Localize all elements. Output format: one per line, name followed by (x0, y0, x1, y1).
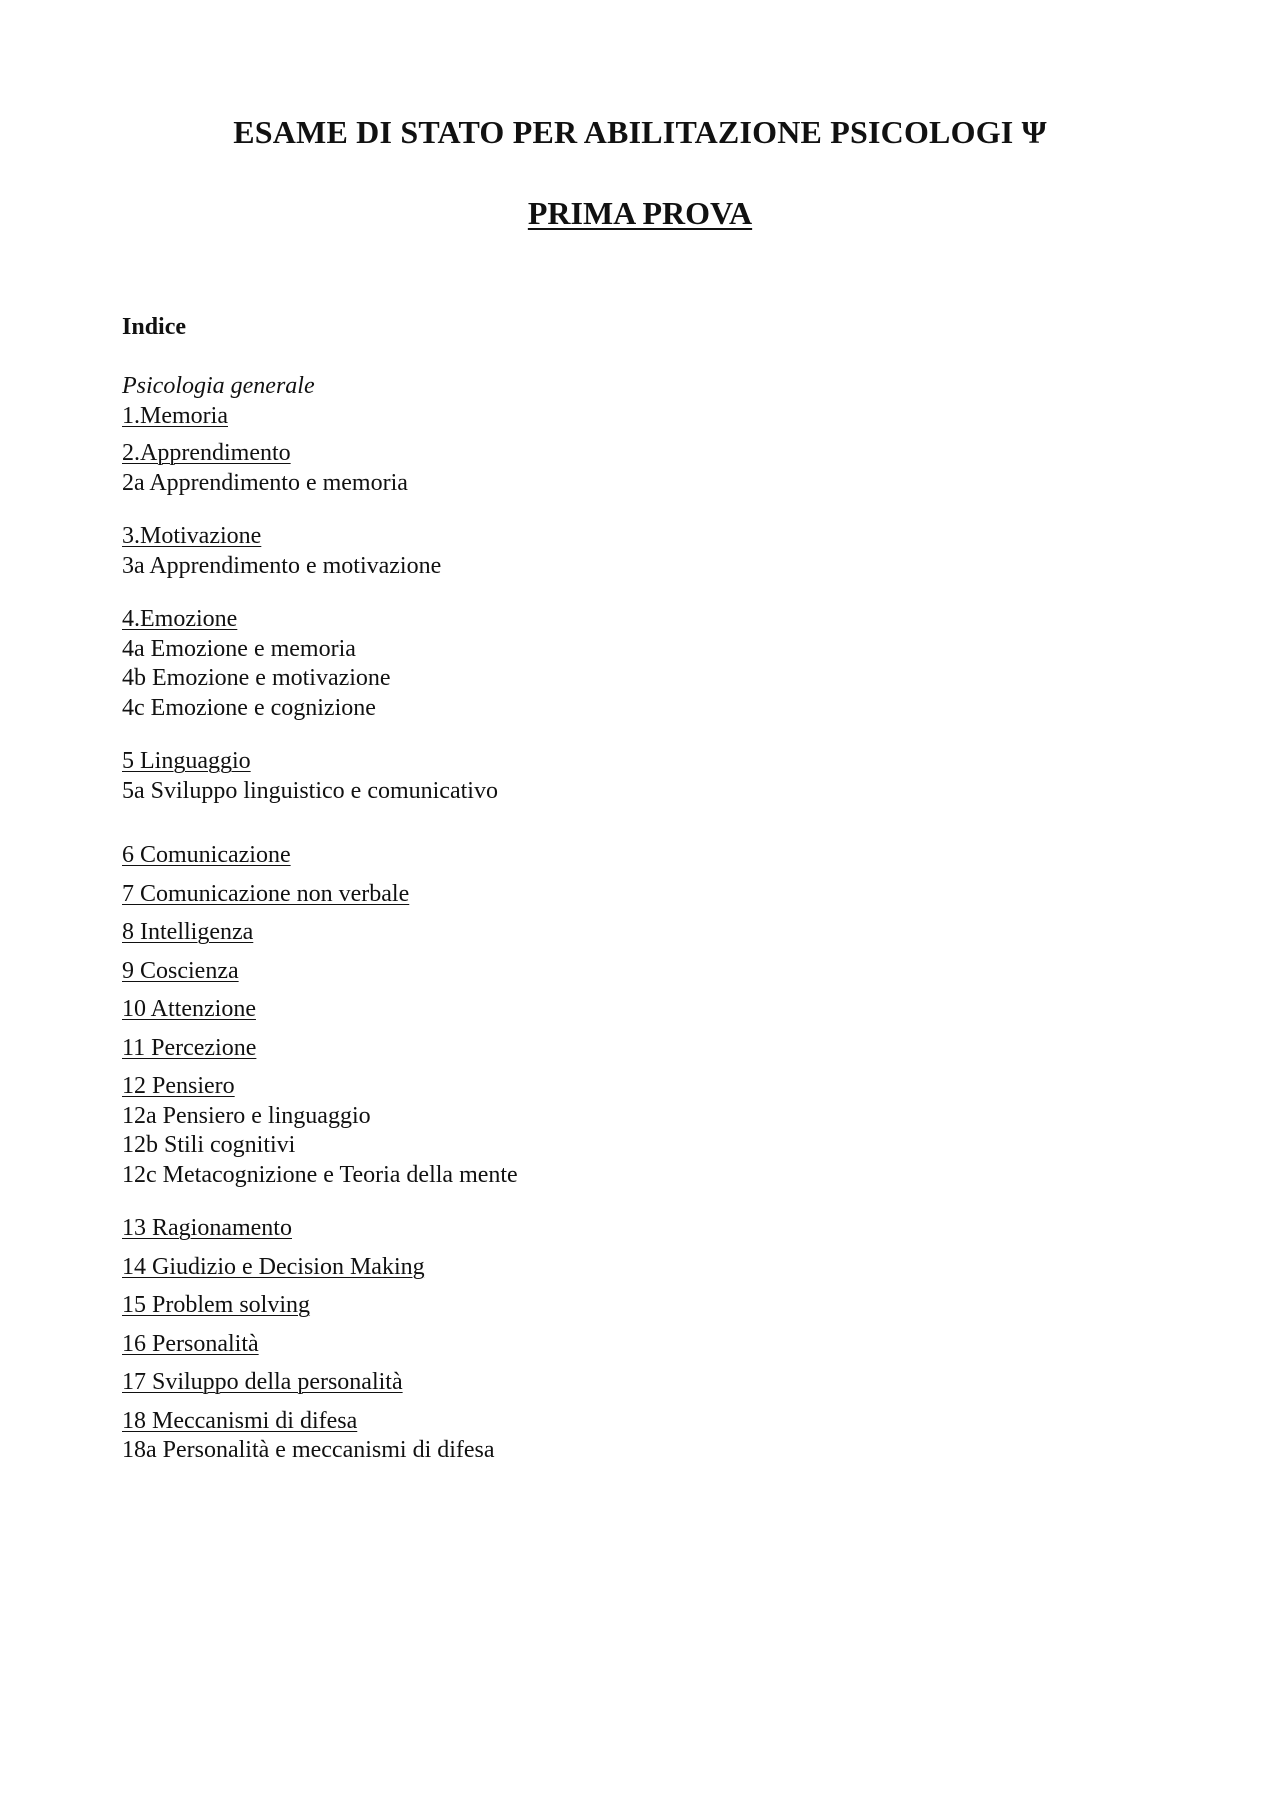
table-of-contents (122, 313, 1122, 1466)
toc-link[interactable]: 13 Ragionamento (122, 1215, 292, 1241)
toc-group (122, 747, 1122, 806)
toc-group (122, 957, 1122, 987)
toc-link[interactable]: 15 Problem solving (122, 1292, 311, 1318)
toc-group (122, 402, 1122, 432)
toc-link[interactable]: 5 Linguaggio (122, 748, 251, 774)
toc-subitem: 18a Personalità e meccanismi di difesa (122, 1437, 495, 1463)
toc-heading: Indice (122, 314, 187, 340)
toc-group (122, 1253, 1122, 1283)
toc-group (122, 918, 1122, 948)
toc-group (122, 1330, 1122, 1360)
toc-link[interactable]: 2.Apprendimento (122, 440, 291, 466)
toc-subitem: 4b Emozione e motivazione (122, 665, 391, 691)
toc-group (122, 1368, 1122, 1398)
toc-group (122, 1407, 1122, 1466)
toc-link[interactable]: 12 Pensiero (122, 1073, 235, 1099)
toc-group (122, 1034, 1122, 1064)
toc-link[interactable]: 3.Motivazione (122, 523, 262, 549)
document-title: ESAME DI STATO PER ABILITAZIONE PSICOLOGI Ψ (233, 114, 1047, 150)
toc-subitem: 4c Emozione e cognizione (122, 694, 376, 721)
toc-link[interactable]: 1.Memoria (122, 402, 228, 429)
toc-group (122, 439, 1122, 498)
toc-subitem: 2a Apprendimento e memoria (122, 469, 408, 496)
toc-link[interactable]: 10 Attenzione (122, 996, 256, 1022)
toc-link[interactable]: 8 Intelligenza (122, 919, 254, 945)
toc-group (122, 605, 1122, 723)
document-subtitle-text: PRIMA PROVA (527, 195, 753, 231)
toc-group (122, 522, 1122, 581)
toc-section-title: Psicologia generale (122, 373, 315, 399)
toc-subitem: 4a Emozione e memoria (122, 635, 356, 662)
toc-link[interactable]: 18 Meccanismi di difesa (122, 1407, 358, 1434)
toc-subitem: 12a Pensiero e linguaggio (122, 1102, 371, 1129)
toc-group (122, 1072, 1122, 1190)
toc-link[interactable]: 4.Emozione (122, 606, 238, 632)
toc-link[interactable]: 14 Giudizio e Decision Making (122, 1253, 425, 1280)
toc-link[interactable]: 7 Comunicazione non verbale (122, 880, 410, 907)
toc-list (122, 402, 1122, 1466)
toc-link[interactable]: 6 Comunicazione (122, 842, 291, 868)
toc-link[interactable]: 16 Personalità (122, 1330, 259, 1357)
toc-link[interactable]: 9 Coscienza (122, 957, 239, 984)
toc-subitem: 12c Metacognizione e Teoria della mente (122, 1161, 518, 1188)
toc-group (122, 880, 1122, 910)
toc-link[interactable]: 11 Percezione (122, 1034, 257, 1061)
toc-subitem: 5a Sviluppo linguistico e comunicativo (122, 777, 498, 804)
toc-subitem: 3a Apprendimento e motivazione (122, 552, 442, 579)
toc-group (122, 841, 1122, 871)
toc-subitem: 12b Stili cognitivi (122, 1132, 296, 1158)
document-subtitle (0, 195, 1280, 232)
toc-group (122, 995, 1122, 1025)
toc-group (122, 1214, 1122, 1244)
toc-group (122, 1291, 1122, 1321)
toc-link[interactable]: 17 Sviluppo della personalità (122, 1369, 403, 1395)
